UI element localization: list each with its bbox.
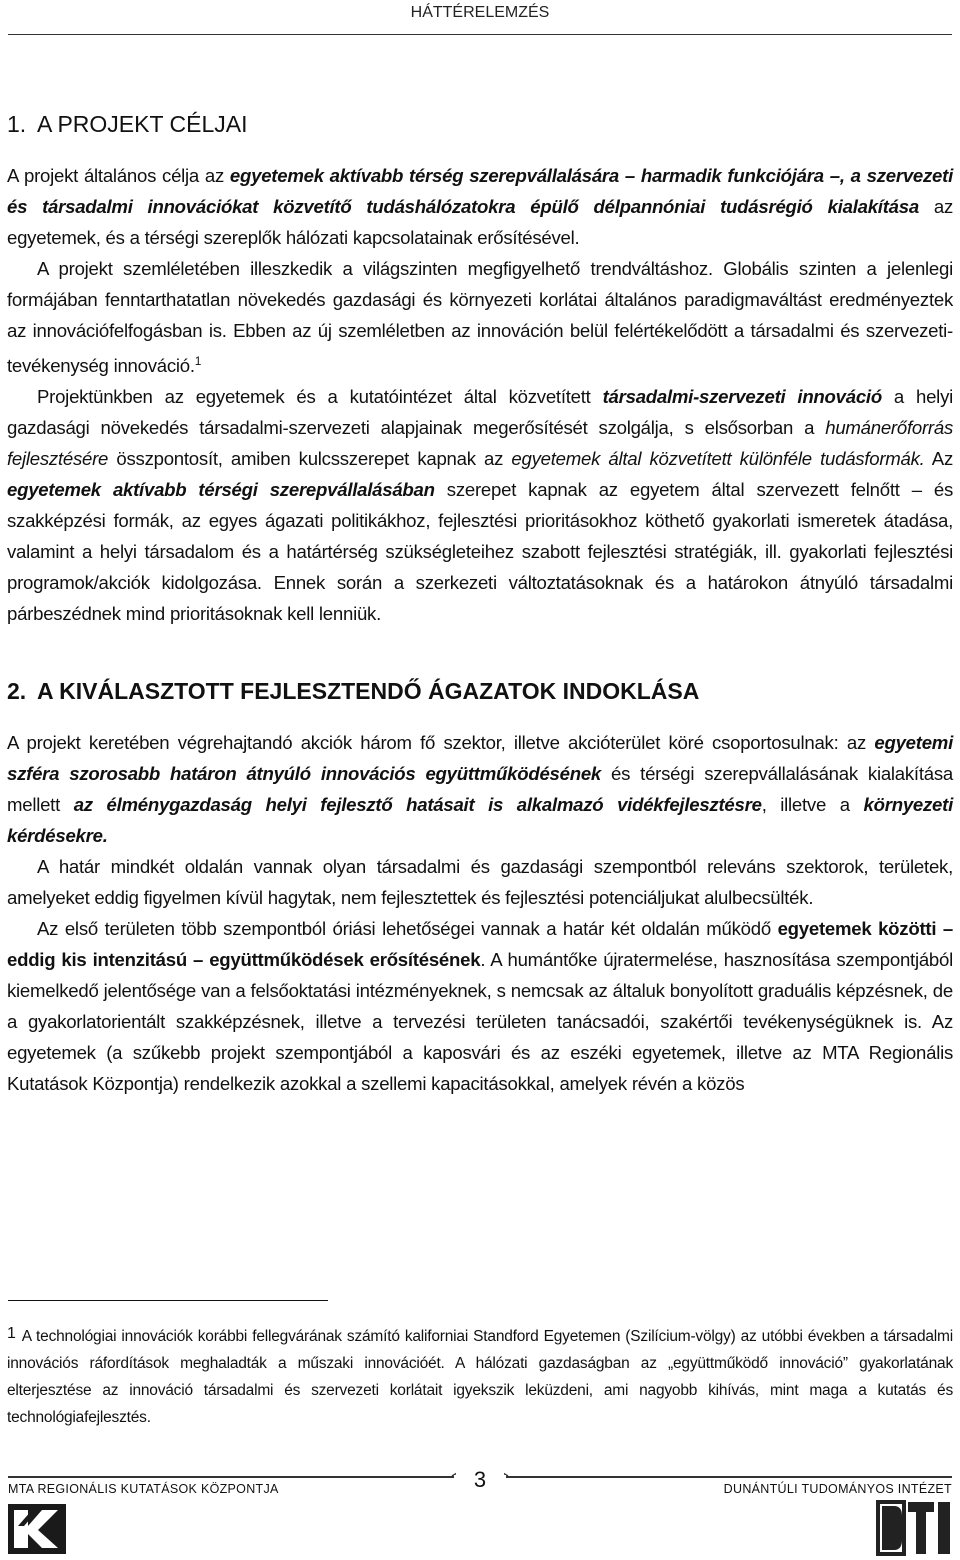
section-1-paragraph-2 xyxy=(7,253,953,381)
text-run: A projekt keretében végrehajtandó akciók három fő szektor, illetve akcióterület köré csoportosulnak: az xyxy=(7,732,875,754)
document-body xyxy=(7,108,953,1099)
text-run: . A humántőke újratermelése, hasznosítása szempontjából kiemelkedő jelentősége van a felsőoktatási intézményeknek, s nemcsak az általuk bonyolított graduális képzésnek, de a gyakorlatorientált szakképzésnek, illetve a tervezési területen tanácsadói, szakértői tevékenységüknek is. Az egyetemek (a szűkebb projekt szempontjából a kaposvári és az eszéki egyetemek, illetve az MTA Regionális Kutatások Központja) rendelkezik azokkal a szellemi kapacitásokkal, amelyek révén a közös xyxy=(7,949,953,1095)
text-run: , illetve a xyxy=(761,794,864,816)
emphasis-run: az élménygazdaság helyi fejlesztő hatásait is alkalmazó vidékfejlesztésre xyxy=(73,794,762,816)
text-run: Projektünkben az egyetemek és a kutatóintézet által közvetített xyxy=(37,386,603,408)
footnote-1 xyxy=(7,1320,953,1431)
section-2-heading xyxy=(7,675,953,707)
section-1-paragraph-3 xyxy=(7,381,953,629)
text-run: A projekt szemléletében illeszkedik a világszinten megfigyelhető trendváltáshoz. Globális szinten a jelenlegi formájában fenntarthatatlan növekedés gazdasági és környezeti korlátai általános paradigmaváltást eredményeztek az innovációfelfogásban is. Ebben az új szemléletben az innováción belül felértékelődött a társadalmi és szervezeti-tevékenység innováció. xyxy=(7,258,953,377)
emphasis-run: egyetemi szféra szorosabb határon átnyúló innovációs együttműködésének xyxy=(7,732,953,785)
section-1-number: 1. xyxy=(7,111,27,137)
text-run: Az xyxy=(924,448,953,470)
text-run: az egyetemek, és a térségi szereplők hálózati kapcsolatainak erősítésével. xyxy=(7,196,953,248)
emphasis-run: környezeti kérdésekre. xyxy=(7,794,954,847)
text-run: összpontosít, amiben kulcsszerepet kapnak az xyxy=(108,448,512,470)
footer-right-institute: DUNÁNTÚLI TUDOMÁNYOS INTÉZET xyxy=(723,1482,952,1496)
section-1-heading xyxy=(7,108,953,140)
rkk-logo-icon xyxy=(8,1504,66,1554)
section-2-paragraph-1 xyxy=(7,727,953,851)
section-2-paragraph-3 xyxy=(7,913,953,1099)
footnote-divider xyxy=(8,1300,328,1301)
italic-run: egyetemek által közvetített különféle tudásformák. xyxy=(511,448,925,470)
section-1-paragraph-1 xyxy=(7,160,953,253)
italic-run: humánerőforrás fejlesztésére xyxy=(7,417,953,470)
footnote-text: A technológiai innovációk korábbi fellegvárának számító kaliforniai Standford Egyetemen (Szilícium-völgy) az utóbbi években a társadalmi innovációs ráfordítások meghaladták a műszaki innovációét. A hálózati gazdaságban az „együttműködő innováció” gyakorlatának elterjesztése az innováció társadalmi és szervezeti korlátait igyekszik leküzdeni, ami nagyobb kihívás, mint maga a kutatás és technológiafejlesztés. xyxy=(7,1328,953,1426)
bold-run: egyetemek közötti – eddig kis intenzitású – együttműködések erősítésének xyxy=(7,918,953,971)
footnote-mark: 1 xyxy=(7,1325,16,1342)
header-divider xyxy=(8,34,952,35)
page-number: 3 xyxy=(456,1462,504,1498)
section-2-paragraph-2: A határ mindkét oldalán vannak olyan társadalmi és gazdasági szempontból releváns szektorok, területek, amelyeket eddig figyelmen kívül hagytak, nem fejlesztettek és fejlesztési potenciáljukat alulbecsülték. xyxy=(7,856,953,909)
emphasis-run: egyetemek aktívabb térség szerepvállalására – harmadik funkciójára –, a szervezeti és társadalmi innovációkat közvetítő tudáshálózatokra épülő délpannóniai tudásrégió kialakítása xyxy=(7,165,953,217)
emphasis-run: társadalmi-szervezeti innováció xyxy=(602,386,882,408)
section-1-title: A PROJEKT CÉLJAI xyxy=(37,111,248,137)
dti-logo-icon xyxy=(876,1500,954,1556)
footer-left-institute: MTA REGIONÁLIS KUTATÁSOK KÖZPONTJA xyxy=(8,1482,279,1496)
emphasis-run: egyetemek aktívabb térségi szerepvállalásában xyxy=(7,479,435,501)
text-run: és térségi szerepvállalásának kialakítása mellett xyxy=(7,763,953,816)
section-2-title: A KIVÁLASZTOTT FEJLESZTENDŐ ÁGAZATOK INDOKLÁSA xyxy=(37,678,700,705)
text-run: A projekt általános célja az xyxy=(7,165,230,186)
text-run: szerepet kapnak az egyetem által szervezett felnőtt – és szakképzési formák, az egyes ágazati politikákhoz, fejlesztési prioritásokhoz köthető gyakorlati ismeretek átadása, valamint a helyi társadalom és a határtérség szükségleteihez szabott fejlesztési stratégiák, ill. gyakorlati fejlesztési programok/akciók kidolgozása. Ennek során a szerkezeti változtatásoknak és a határokon átnyúló társadalmi párbeszédnek mind prioritásoknak kell lenniük. xyxy=(7,479,953,625)
running-header: HÁTTÉRELEMZÉS xyxy=(410,4,550,21)
text-run: a helyi gazdasági növekedés társadalmi-szervezeti alapjainak megerősítését szolgálja, s elsősorban a xyxy=(7,386,953,439)
section-2-number: 2. xyxy=(7,678,27,705)
text-run: Az első területen több szempontból óriási lehetőségei vannak a határ két oldalán működő xyxy=(37,918,778,940)
footnote-reference[interactable]: 1 xyxy=(194,354,202,368)
